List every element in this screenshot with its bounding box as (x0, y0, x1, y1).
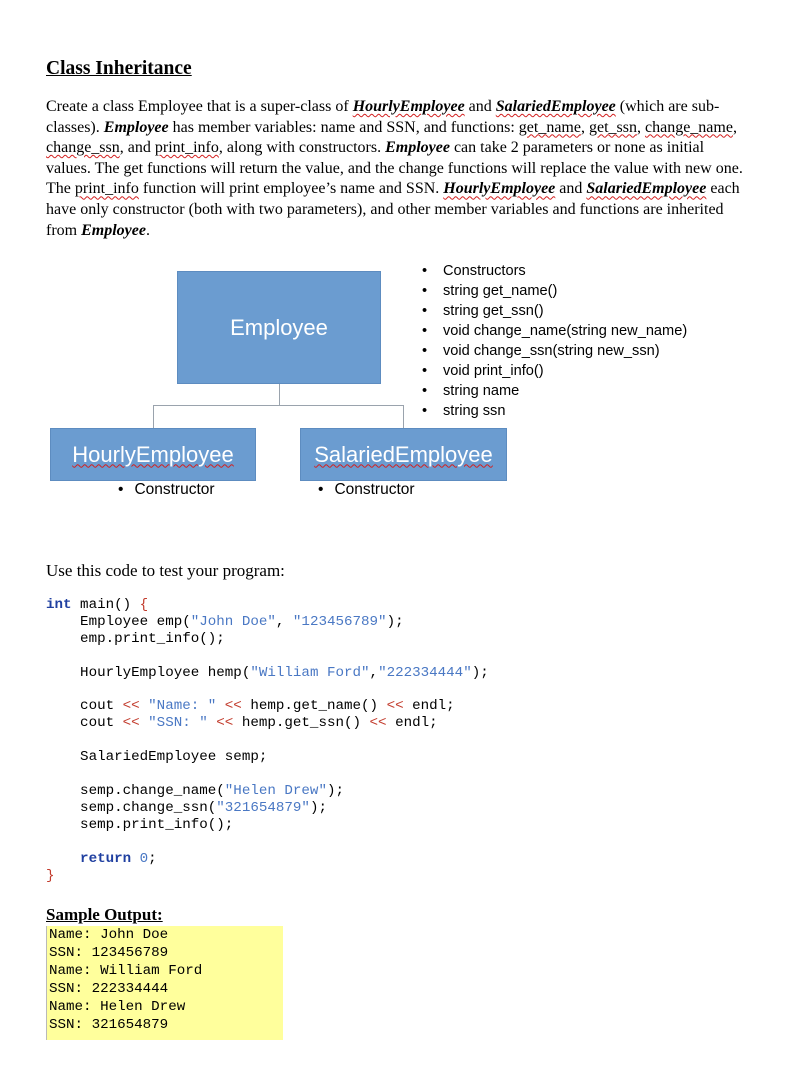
sample-output-box (46, 926, 283, 1040)
test-code-block: int main() { Employee emp("John Doe", "123456789"); emp.print_info(); HourlyEmployee hemp("William Ford","222334444"); cout << "Name: " << hemp.get_name() << endl; cout << "SSN: " << hemp.get_ssn() << endl; SalariedEmployee semp; semp.change_name("Helen Drew"); semp.change_ssn("321654879"); semp.print_info(); return 0; } (46, 597, 489, 884)
member-item: • void change_ssn(string new_ssn) (422, 341, 687, 361)
member-item: • string get_ssn() (422, 301, 687, 321)
sample-output-label: Sample Output: (46, 905, 163, 924)
employee-class-box: Employee (177, 271, 381, 384)
hourly-constructor-bullet: • Constructor (118, 481, 215, 499)
member-item: • string get_name() (422, 281, 687, 301)
test-intro: Use this code to test your program: (46, 561, 285, 580)
member-item: • Constructors (422, 261, 687, 281)
output-line: Name: William Ford (49, 963, 203, 979)
employee-members-list (422, 261, 687, 421)
member-item: • string name (422, 381, 687, 401)
output-line: Name: Helen Drew (49, 999, 186, 1015)
assignment-description: Create a class Employee that is a super-class of HourlyEmployee and SalariedEmployee (which are sub-classes). Employee has member variables: name and SSN, and functions: get_name, get_ssn, change_name, change_ssn, and print_info, along with constructors. Employee can take 2 parameters or none as initial values. The get functions will return the value, and the change functions will replace the value with new one. The print_info function will print employee’s name and SSN. HourlyEmployee and SalariedEmployee each have only constructor (both with two parameters), and other member variables and functions are inherited from Employee. (46, 98, 743, 239)
salaried-employee-class-box: SalariedEmployee (300, 428, 507, 481)
member-item: • string ssn (422, 401, 687, 421)
connector-vertical-left (153, 405, 154, 428)
output-line: Name: John Doe (49, 927, 169, 943)
page-title: Class Inheritance (46, 58, 192, 79)
output-line: SSN: 321654879 (49, 1017, 169, 1033)
hourly-employee-class-box: HourlyEmployee (50, 428, 256, 481)
connector-vertical-right (403, 405, 404, 428)
output-line: SSN: 222334444 (49, 981, 169, 997)
member-item: • void change_name(string new_name) (422, 321, 687, 341)
salaried-constructor-bullet: • Constructor (318, 481, 415, 499)
member-item: • void print_info() (422, 361, 687, 381)
connector-vertical-main (279, 384, 280, 406)
connector-horizontal (153, 405, 404, 406)
output-line: SSN: 123456789 (49, 945, 169, 961)
